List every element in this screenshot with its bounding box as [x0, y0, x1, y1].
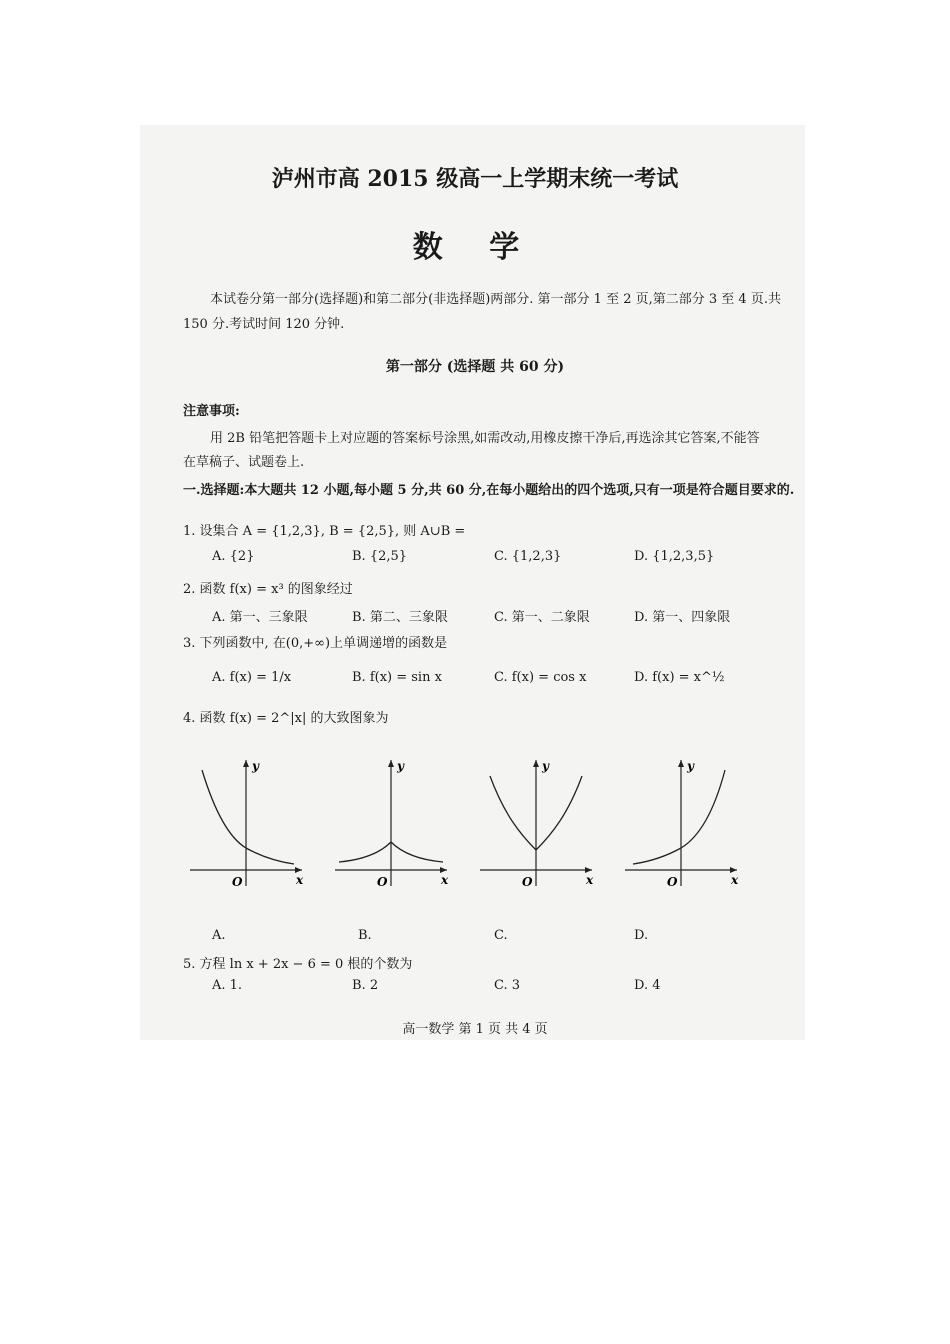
graph-d-y-label: y [687, 759, 694, 773]
q4-option-b: B. [358, 928, 372, 943]
intro-line-2: 150 分.考试时间 120 分钟. [183, 317, 345, 332]
page-footer: 高一数学 第 1 页 共 4 页 [402, 1022, 548, 1037]
graph-d-origin-label: O [667, 875, 678, 889]
question-5-stem: 5. 方程 ln x + 2x − 6 = 0 根的个数为 [183, 957, 413, 972]
q3-option-c: C. f(x) = cos x [494, 670, 587, 685]
q1-option-c: C. {1,2,3} [494, 549, 562, 564]
exam-title: 泸州市高 2015 级高一上学期末统一考试 [271, 166, 679, 192]
q5-option-a: A. 1. [212, 978, 243, 993]
section-title: 一.选择题:本大题共 12 小题,每小题 5 分,共 60 分,在每小题给出的四个选项,只有一项是符合题目要求的. [183, 483, 795, 498]
notice-line-2: 在草稿子、试题卷上. [183, 455, 305, 470]
graph-a-origin-label: O [232, 875, 243, 889]
question-1-stem: 1. 设集合 A = {1,2,3}, B = {2,5}, 则 A∪B = [183, 524, 466, 539]
graph-b [335, 758, 455, 893]
graph-a-curve [202, 770, 294, 864]
graph-a [190, 758, 310, 893]
q2-option-a: A. 第一、三象限 [212, 610, 308, 625]
q4-option-c: C. [494, 928, 508, 943]
subject-title: 数 学 [412, 230, 538, 265]
q1-option-d: D. {1,2,3,5} [634, 549, 715, 564]
graph-a-y-label: y [252, 759, 259, 773]
graph-a-x-label: x [296, 873, 304, 887]
part1-title: 第一部分 (选择题 共 60 分) [385, 359, 565, 375]
graph-d-curve [633, 770, 725, 864]
q3-option-d: D. f(x) = x^½ [634, 670, 725, 685]
graph-b-origin-label: O [377, 875, 388, 889]
q1-option-a: A. {2} [212, 549, 255, 564]
graph-d [625, 758, 745, 893]
q1-option-b: B. {2,5} [352, 549, 408, 564]
q4-option-d: D. [634, 928, 649, 943]
q5-option-b: B. 2 [352, 978, 379, 993]
graph-b-y-label: y [397, 759, 404, 773]
q2-option-d: D. 第一、四象限 [634, 610, 731, 625]
graph-c-origin-label: O [522, 875, 533, 889]
q3-option-b: B. f(x) = sin x [352, 670, 442, 685]
q3-option-a: A. f(x) = 1/x [212, 670, 292, 685]
q5-option-d: D. 4 [634, 978, 661, 993]
graph-d-x-label: x [731, 873, 739, 887]
notice-title: 注意事项: [183, 404, 240, 419]
graph-b-x-label: x [441, 873, 449, 887]
graph-c [480, 758, 600, 893]
notice-line-1: 用 2B 铅笔把答题卡上对应题的答案标号涂黑,如需改动,用橡皮擦干净后,再选涂其它答案,不能答 [210, 431, 760, 446]
q5-option-c: C. 3 [494, 978, 521, 993]
question-4-stem: 4. 函数 f(x) = 2^|x| 的大致图象为 [183, 711, 389, 726]
q4-option-a: A. [212, 928, 226, 943]
question-2-stem: 2. 函数 f(x) = x³ 的图象经过 [183, 582, 353, 597]
q2-option-b: B. 第二、三象限 [352, 610, 448, 625]
graph-c-y-label: y [542, 759, 549, 773]
question-3-stem: 3. 下列函数中, 在(0,+∞)上单调递增的函数是 [183, 636, 448, 651]
intro-line-1: 本试卷分第一部分(选择题)和第二部分(非选择题)两部分. 第一部分 1 至 2 页,第二部分 3 至 4 页.共 [210, 292, 781, 307]
graph-c-x-label: x [586, 873, 594, 887]
q2-option-c: C. 第一、二象限 [494, 610, 590, 625]
